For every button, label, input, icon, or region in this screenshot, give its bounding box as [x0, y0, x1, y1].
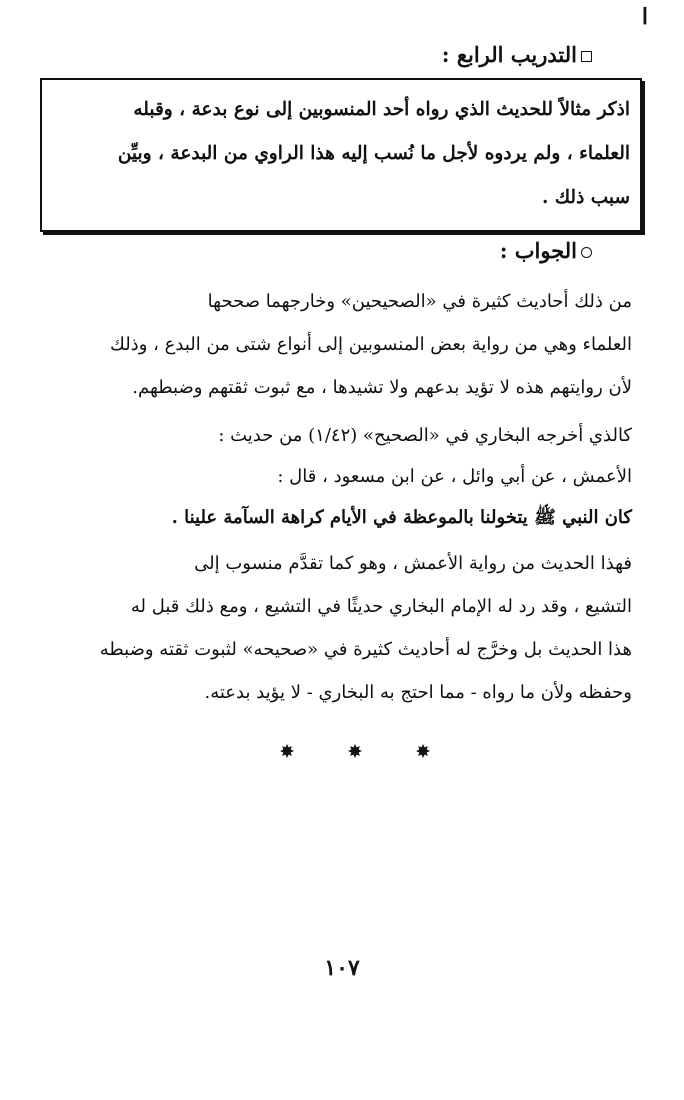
answer-intro: [52, 280, 632, 409]
intro-line: العلماء وهي من رواية بعض المنسوبين إلى أنواع شتى من البدع ، وذلك: [110, 334, 632, 355]
page-number: ١٠٧: [324, 955, 360, 981]
exercise-heading-text: التدريب الرابع :: [441, 42, 577, 67]
intro-line: لأن روايتهم هذه لا تؤيد بدعهم ولا تشيدها ، مع ثبوت ثقتهم وضبطهم.: [132, 377, 632, 398]
explanation-line: وحفظه ولأن ما رواه - مما احتج به البخاري - لا يؤيد بدعته.: [204, 682, 632, 703]
source-line: كالذي أخرجه البخاري في «الصحيح» (١/٤٢) من حديث :: [218, 425, 632, 446]
star-ornament-icon: [280, 744, 294, 758]
question-line: العلماء ، ولم يردوه لأجل ما نُسب إليه هذا الراوي من البدعة ، وبيِّن: [117, 143, 630, 164]
chain-line: الأعمش ، عن أبي وائل ، عن ابن مسعود ، قال :: [277, 466, 632, 487]
star-ornament-icon: [416, 744, 430, 758]
explanation-line: هذا الحديث بل وخرَّج له أحاديث كثيرة في «صحيحه» لثبوت ثقته وضبطه: [99, 639, 632, 660]
intro-line: من ذلك أحاديث كثيرة في «الصحيحين» وخارجهما صححها: [207, 291, 632, 312]
explanation-line: التشيع ، وقد رد له الإمام البخاري حديثًا في التشيع ، ومع ذلك قبل له: [130, 596, 632, 617]
explanation-line: فهذا الحديث من رواية الأعمش ، وهو كما تقدَّم منسوب إلى: [194, 553, 632, 574]
question-box: [40, 78, 642, 232]
exercise-heading: [442, 42, 592, 67]
circle-bullet-icon: [581, 247, 592, 258]
section-separator: [280, 744, 430, 758]
question-line: اذكر مثالاً للحديث الذي رواه أحد المنسوبين إلى نوع بدعة ، وقبله: [133, 99, 630, 120]
explanation: [52, 542, 632, 714]
square-bullet-icon: [581, 51, 592, 62]
answer-heading: [500, 238, 592, 263]
star-ornament-icon: [348, 744, 362, 758]
answer-heading-text: الجواب :: [499, 238, 577, 263]
question-line: سبب ذلك .: [541, 187, 630, 208]
corner-mark: ا: [641, 4, 648, 30]
hadith-text: كان النبي ﷺ يتخولنا بالموعظة في الأيام كراهة السآمة علينا .: [171, 507, 632, 528]
